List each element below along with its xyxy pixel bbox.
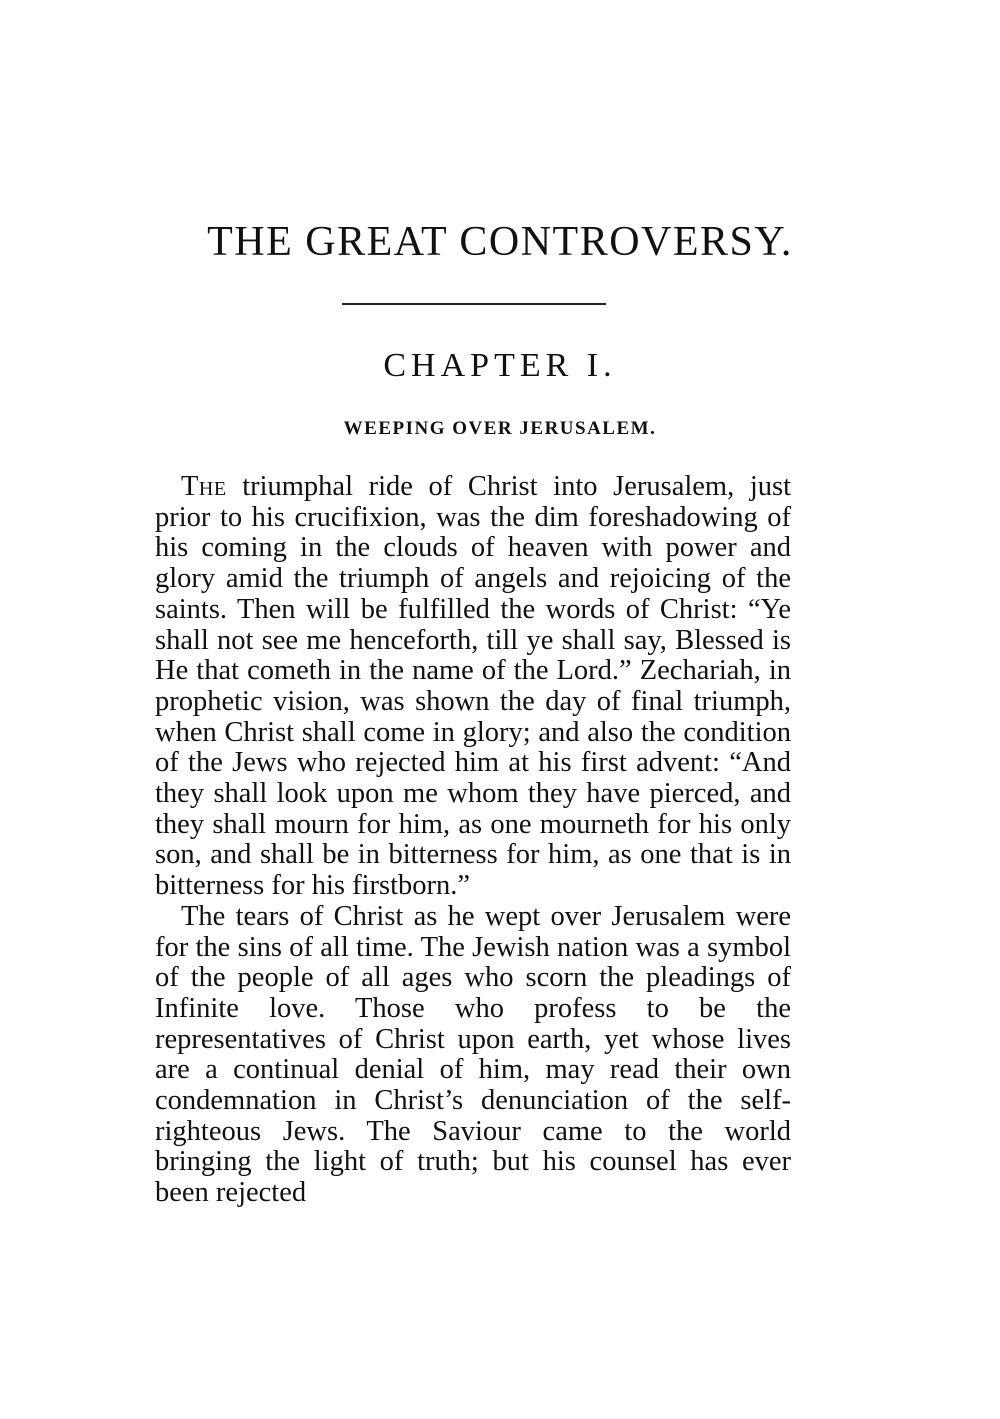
chapter-heading: CHAPTER I. bbox=[383, 347, 617, 384]
paragraph-1-text: triumphal ride of Christ into Jerusalem, just prior to his crucifixion, was the dim foreshadowing of his coming in the clouds of heaven with power and glory amid the triumph of angels and rejoicing of the saints. Then will be fulfilled the words of Christ: “Ye shall not see me henceforth, till ye shall say, Blessed is He that cometh in the name of the Lord.” Zechariah, in prophetic vision, was shown the day of final triumph, when Christ shall come in glory; and also the condition of the Jews who rejected him at his first advent: “And they shall look upon me whom they have pierced, and they shall mourn for him, as one mourneth for his only son, and shall be in bitterness for him, as one that is in bitterness for his firstborn.” bbox=[155, 471, 791, 902]
title-divider bbox=[342, 303, 606, 305]
paragraph-1-lead: The bbox=[181, 471, 227, 502]
book-title: THE GREAT CONTROVERSY. bbox=[207, 219, 793, 265]
chapter-title: WEEPING OVER JERUSALEM. bbox=[343, 418, 657, 439]
paragraph-1 bbox=[155, 472, 791, 902]
chapter-body bbox=[155, 472, 791, 1209]
paragraph-2: The tears of Christ as he wept over Jerusalem were for the sins of all time. The Jewish nation was a symbol of the people of all ages who scorn the pleadings of Infinite love. Those who profess to be the representatives of Christ upon earth, yet whose lives are a continual denial of him, may read their own condemnation in Christ’s denunciation of the self-righteous Jews. The Saviour came to the world bringing the light of truth; but his counsel has ever been rejected bbox=[155, 900, 791, 1209]
